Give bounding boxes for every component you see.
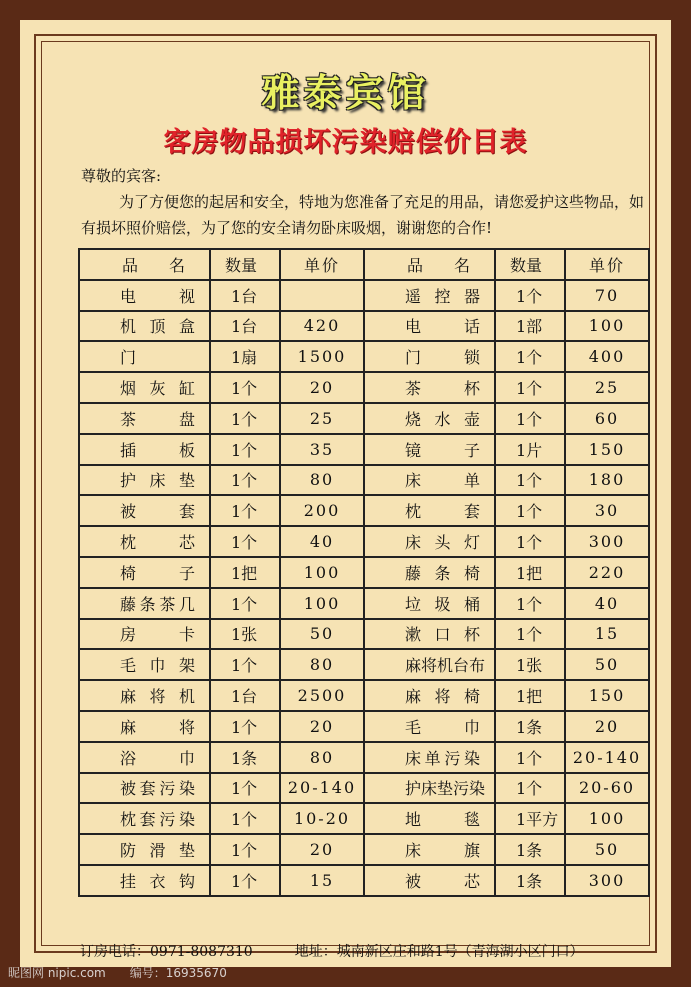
unit-price-cell: 50 xyxy=(565,834,649,865)
quantity-cell: 1张 xyxy=(495,649,565,680)
quantity-cell: 1把 xyxy=(210,557,280,588)
quantity-cell: 1个 xyxy=(495,403,565,434)
quantity-cell: 1个 xyxy=(495,495,565,526)
quantity-cell: 1个 xyxy=(210,773,280,804)
item-name-cell: 遥控器 xyxy=(364,280,495,311)
unit-price-cell: 40 xyxy=(280,526,364,557)
unit-price-cell: 35 xyxy=(280,434,364,465)
page-subtitle: 客房物品损坏污染赔偿价目表 xyxy=(163,127,528,158)
intro-text xyxy=(81,163,651,241)
quantity-cell: 1个 xyxy=(495,372,565,403)
header-quantity: 数量 xyxy=(210,249,280,280)
quantity-cell: 1条 xyxy=(210,742,280,773)
unit-price-cell: 20-140 xyxy=(280,773,364,804)
item-name-cell: 垃圾桶 xyxy=(364,588,495,619)
greeting: 尊敬的宾客: xyxy=(81,167,162,185)
item-name-cell: 藤条椅 xyxy=(364,557,495,588)
unit-price-cell: 60 xyxy=(565,403,649,434)
quantity-cell: 1部 xyxy=(495,311,565,342)
item-name-cell: 漱口杯 xyxy=(364,619,495,650)
unit-price-cell: 80 xyxy=(280,742,364,773)
item-name-cell: 护床垫污染 xyxy=(364,773,495,804)
item-name-cell: 烟灰缸 xyxy=(79,372,210,403)
quantity-cell: 1条 xyxy=(495,711,565,742)
item-name-cell: 床单污染 xyxy=(364,742,495,773)
header-unit-price: 单价 xyxy=(280,249,364,280)
table-row xyxy=(79,557,649,588)
unit-price-cell xyxy=(280,280,364,311)
unit-price-cell: 2500 xyxy=(280,680,364,711)
unit-price-cell: 20 xyxy=(565,711,649,742)
item-name-cell: 麻将机台布 xyxy=(364,649,495,680)
quantity-cell: 1个 xyxy=(495,773,565,804)
quantity-cell: 1平方 xyxy=(495,803,565,834)
unit-price-cell: 420 xyxy=(280,311,364,342)
price-table xyxy=(78,248,650,897)
quantity-cell: 1把 xyxy=(495,557,565,588)
item-name-cell: 浴巾 xyxy=(79,742,210,773)
quantity-cell: 1个 xyxy=(210,834,280,865)
quantity-cell: 1个 xyxy=(495,341,565,372)
watermark-id: 编号：16935670 xyxy=(129,966,227,980)
quantity-cell: 1扇 xyxy=(210,341,280,372)
quantity-cell: 1个 xyxy=(495,619,565,650)
item-name-cell: 门锁 xyxy=(364,341,495,372)
unit-price-cell: 100 xyxy=(280,588,364,619)
table-row xyxy=(79,619,649,650)
quantity-cell: 1个 xyxy=(210,526,280,557)
quantity-cell: 1条 xyxy=(495,834,565,865)
item-name-cell: 被芯 xyxy=(364,865,495,896)
unit-price-cell: 30 xyxy=(565,495,649,526)
table-row xyxy=(79,711,649,742)
item-name-cell: 床旗 xyxy=(364,834,495,865)
item-name-cell: 麻将 xyxy=(79,711,210,742)
quantity-cell: 1个 xyxy=(495,526,565,557)
item-name-cell: 枕套污染 xyxy=(79,803,210,834)
quantity-cell: 1个 xyxy=(210,465,280,496)
table-row xyxy=(79,649,649,680)
item-name-cell: 茶盘 xyxy=(79,403,210,434)
unit-price-cell: 20-140 xyxy=(565,742,649,773)
unit-price-cell: 150 xyxy=(565,434,649,465)
quantity-cell: 1个 xyxy=(210,865,280,896)
header-quantity: 数量 xyxy=(495,249,565,280)
header-unit-price: 单价 xyxy=(565,249,649,280)
item-name-cell: 防滑垫 xyxy=(79,834,210,865)
quantity-cell: 1台 xyxy=(210,280,280,311)
quantity-cell: 1个 xyxy=(495,280,565,311)
quantity-cell: 1个 xyxy=(210,711,280,742)
quantity-cell: 1台 xyxy=(210,680,280,711)
item-name-cell: 茶杯 xyxy=(364,372,495,403)
table-header-row xyxy=(79,249,649,280)
unit-price-cell: 180 xyxy=(565,465,649,496)
watermark xyxy=(8,964,251,981)
quantity-cell: 1个 xyxy=(210,803,280,834)
unit-price-cell: 1500 xyxy=(280,341,364,372)
item-name-cell: 房卡 xyxy=(79,619,210,650)
quantity-cell: 1把 xyxy=(495,680,565,711)
unit-price-cell: 200 xyxy=(280,495,364,526)
item-name-cell: 挂衣钩 xyxy=(79,865,210,896)
item-name-cell: 被套 xyxy=(79,495,210,526)
item-name-cell: 插板 xyxy=(79,434,210,465)
table-row xyxy=(79,311,649,342)
address: 地址：城南新区庄和路1号（青海湖小区门口） xyxy=(294,944,584,960)
unit-price-cell: 300 xyxy=(565,865,649,896)
item-name-cell: 地毯 xyxy=(364,803,495,834)
unit-price-cell: 50 xyxy=(280,619,364,650)
item-name-cell: 毛巾 xyxy=(364,711,495,742)
item-name-cell: 枕芯 xyxy=(79,526,210,557)
unit-price-cell: 25 xyxy=(565,372,649,403)
quantity-cell: 1个 xyxy=(210,649,280,680)
item-name-cell: 烧水壶 xyxy=(364,403,495,434)
item-name-cell: 护床垫 xyxy=(79,465,210,496)
quantity-cell: 1个 xyxy=(495,742,565,773)
unit-price-cell: 300 xyxy=(565,526,649,557)
table-row xyxy=(79,680,649,711)
table-row xyxy=(79,341,649,372)
table-row xyxy=(79,403,649,434)
item-name-cell: 枕套 xyxy=(364,495,495,526)
item-name-cell: 电话 xyxy=(364,311,495,342)
quantity-cell: 1个 xyxy=(210,434,280,465)
unit-price-cell: 80 xyxy=(280,465,364,496)
item-name-cell: 镜子 xyxy=(364,434,495,465)
item-name-cell: 被套污染 xyxy=(79,773,210,804)
intro-body: 为了方便您的起居和安全，特地为您准备了充足的用品，请您爱护这些物品，如有损坏照价赔偿，为了您的安全请勿卧床吸烟，谢谢您的合作! xyxy=(81,193,645,237)
table-row xyxy=(79,526,649,557)
quantity-cell: 1个 xyxy=(210,403,280,434)
unit-price-cell: 100 xyxy=(280,557,364,588)
item-name-cell: 机顶盒 xyxy=(79,311,210,342)
quantity-cell: 1个 xyxy=(495,588,565,619)
unit-price-cell: 10-20 xyxy=(280,803,364,834)
unit-price-cell: 25 xyxy=(280,403,364,434)
unit-price-cell: 150 xyxy=(565,680,649,711)
unit-price-cell: 50 xyxy=(565,649,649,680)
item-name-cell: 麻将椅 xyxy=(364,680,495,711)
quantity-cell: 1张 xyxy=(210,619,280,650)
unit-price-cell: 100 xyxy=(565,311,649,342)
table-row xyxy=(79,834,649,865)
unit-price-cell: 15 xyxy=(565,619,649,650)
item-name-cell: 藤条茶几 xyxy=(79,588,210,619)
item-name-cell: 门 xyxy=(79,341,210,372)
item-name-cell: 毛巾架 xyxy=(79,649,210,680)
item-name-cell: 麻将机 xyxy=(79,680,210,711)
table-row xyxy=(79,742,649,773)
quantity-cell: 1个 xyxy=(210,372,280,403)
hotel-name: 雅泰宾馆 xyxy=(261,71,430,115)
unit-price-cell: 20 xyxy=(280,372,364,403)
unit-price-cell: 20 xyxy=(280,834,364,865)
table-row xyxy=(79,465,649,496)
footer xyxy=(80,941,660,961)
unit-price-cell: 20-60 xyxy=(565,773,649,804)
booking-phone: 订房电话：0971-8087310 xyxy=(80,944,253,960)
table-row xyxy=(79,372,649,403)
table-row xyxy=(79,773,649,804)
quantity-cell: 1台 xyxy=(210,311,280,342)
unit-price-cell: 20 xyxy=(280,711,364,742)
table-row xyxy=(79,434,649,465)
quantity-cell: 1片 xyxy=(495,434,565,465)
table-row xyxy=(79,495,649,526)
unit-price-cell: 80 xyxy=(280,649,364,680)
item-name-cell: 床单 xyxy=(364,465,495,496)
unit-price-cell: 40 xyxy=(565,588,649,619)
quantity-cell: 1个 xyxy=(210,588,280,619)
price-table-body xyxy=(79,280,649,896)
header-item-name: 品 名 xyxy=(79,249,210,280)
watermark-site: 昵图网 nipic.com xyxy=(8,966,106,980)
item-name-cell: 椅子 xyxy=(79,557,210,588)
quantity-cell: 1条 xyxy=(495,865,565,896)
unit-price-cell: 400 xyxy=(565,341,649,372)
table-row xyxy=(79,865,649,896)
item-name-cell: 电视 xyxy=(79,280,210,311)
unit-price-cell: 100 xyxy=(565,803,649,834)
quantity-cell: 1个 xyxy=(495,465,565,496)
item-name-cell: 床头灯 xyxy=(364,526,495,557)
quantity-cell: 1个 xyxy=(210,495,280,526)
header-item-name: 品 名 xyxy=(364,249,495,280)
unit-price-cell: 15 xyxy=(280,865,364,896)
unit-price-cell: 70 xyxy=(565,280,649,311)
table-row xyxy=(79,803,649,834)
table-row xyxy=(79,280,649,311)
table-row xyxy=(79,588,649,619)
unit-price-cell: 220 xyxy=(565,557,649,588)
